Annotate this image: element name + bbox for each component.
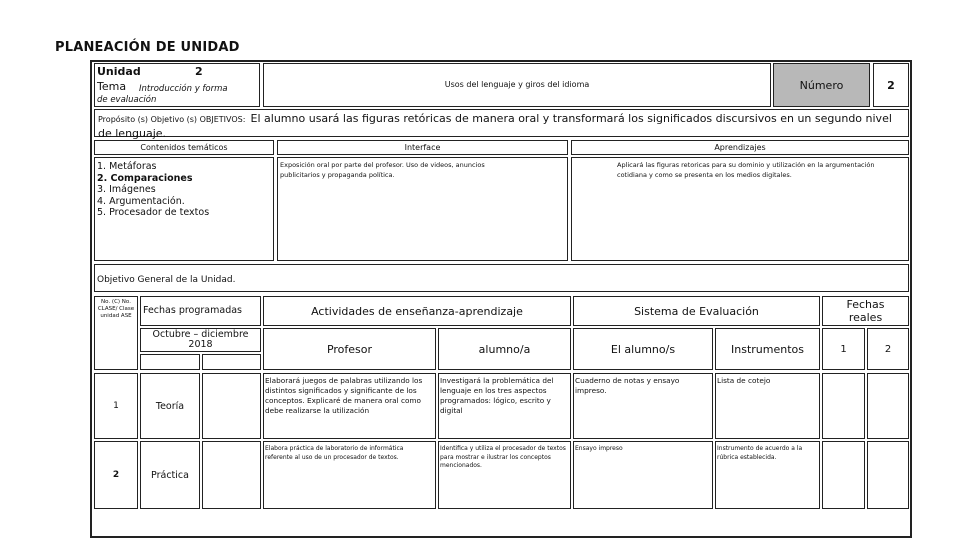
row-instrumentos: Lista de cotejo [717,376,771,385]
fechas-programadas-cell [140,296,261,326]
aprendizajes-header: Aprendizajes [571,140,909,155]
interface-cell [277,157,568,261]
row-profesor-cell [263,441,436,509]
el-alumno-header: El alumno/s [573,328,713,370]
tema-label: Tema [97,80,127,93]
empty-cell [867,441,909,509]
proposito-text: El alumno usará las figuras retóricas de manera oral y transformará los significados discursivos en un segundo nivel de lenguaje. [98,112,892,140]
center-title-cell [263,63,771,107]
numero-label-cell [773,63,870,107]
objetivo-general: Objetivo General de la Unidad. [97,275,236,285]
contenido-item: 3. Imágenes [97,184,156,195]
row-el-alumno: Ensayo impreso [575,445,623,452]
aprendizajes-cell [571,157,909,261]
instrumentos-header: Instrumentos [715,328,820,370]
table-row [94,441,138,509]
interface-text: Exposición oral por parte del profesor. Uso de videos, anuncios publicitarios y propaganda política. [280,161,485,179]
tema-text: Introducción y forma [139,84,228,94]
numero-value: 2 [887,78,895,92]
fecha-real-1-header: 1 [822,328,865,370]
contenido-item: 2. Comparaciones [97,172,193,184]
tema-text-2: de evaluación [97,95,157,105]
row-profesor: Elabora práctica de laboratorio de informática referente al uso de un procesador de textos. [265,445,404,461]
contenido-item: 5. Procesador de textos [97,207,210,218]
row-type-cell [140,441,200,509]
table-row [94,373,138,439]
profesor-header: Profesor [263,328,436,370]
contenido-item: 4. Argumentación. [97,195,185,207]
row-el-alumno: Cuaderno de notas y ensayo impreso. [575,376,680,395]
row-profesor: Elaborará juegos de palabras utilizando los distintos significados y significante de los conceptos. Explicaré de manera oral como debe realizarse la utilización [265,376,423,415]
fechas-reales-header: Fechas reales [822,296,909,326]
row-number: 2 [112,470,120,480]
row-el-alumno-cell [573,373,713,439]
proposito-cell [94,109,909,140]
row-type: Teoría [155,400,185,412]
no-clase-label: No. (C) No. CLASE/ Clase unidad ASE [97,299,135,319]
contenidos-header: Contenidos temáticos [94,140,274,155]
row-alumno-cell [438,441,571,509]
center-title: Usos del lenguaje y giros del idioma [444,80,590,89]
row-instrumentos-cell [715,373,820,439]
fechas-programadas-label: Fechas programadas [143,305,242,316]
actividades-header: Actividades de enseñanza-aprendizaje [263,296,571,326]
empty-cell [140,354,200,370]
numero-value-cell [873,63,909,107]
sistema-header: Sistema de Evaluación [573,296,820,326]
row-type-cell [140,373,200,439]
mes-cell [140,328,261,352]
empty-cell [822,373,865,439]
row-instrumentos: Instrumento de acuerdo a la rúbrica establecida. [717,445,803,461]
unidad-label: Unidad [97,65,141,78]
contenido-item: 1. Metáforas [97,161,157,172]
row-alumno: Investigará la problemática del lenguaje en los tres aspectos programados: lógico, escrito y digital [440,376,554,415]
empty-cell [202,441,261,509]
row-instrumentos-cell [715,441,820,509]
row-type: Práctica [151,469,189,481]
no-clase-cell [94,296,138,370]
empty-cell [202,354,261,370]
interface-header: Interface [277,140,568,155]
alumno-header: alumno/a [438,328,571,370]
mes-label: Octubre – diciembre 2018 [152,329,249,350]
row-profesor-cell [263,373,436,439]
fecha-real-2-header: 2 [867,328,909,370]
contenidos-cell [94,157,274,261]
empty-cell [202,373,261,439]
document-title: PLANEACIÓN DE UNIDAD [55,40,240,55]
row-alumno-cell [438,373,571,439]
unidad-cell [94,63,260,107]
empty-cell [867,373,909,439]
row-el-alumno-cell [573,441,713,509]
numero-label: Número [799,78,844,92]
proposito-prefix: Propósito (s) Objetivo (s) OBJETIVOS: [98,115,246,124]
aprendizajes-text: Aplicará las figuras retoricas para su dominio y utilización en la argumentación cotidiana y como se presenta en los medios digitales. [617,161,875,179]
unidad-value: 2 [195,65,203,78]
row-alumno: Identifica y utiliza el procesador de textos para mostrar e ilustrar los conceptos mencionados. [440,445,566,469]
row-number: 1 [113,401,119,411]
objetivo-general-cell [94,264,909,292]
empty-cell [822,441,865,509]
